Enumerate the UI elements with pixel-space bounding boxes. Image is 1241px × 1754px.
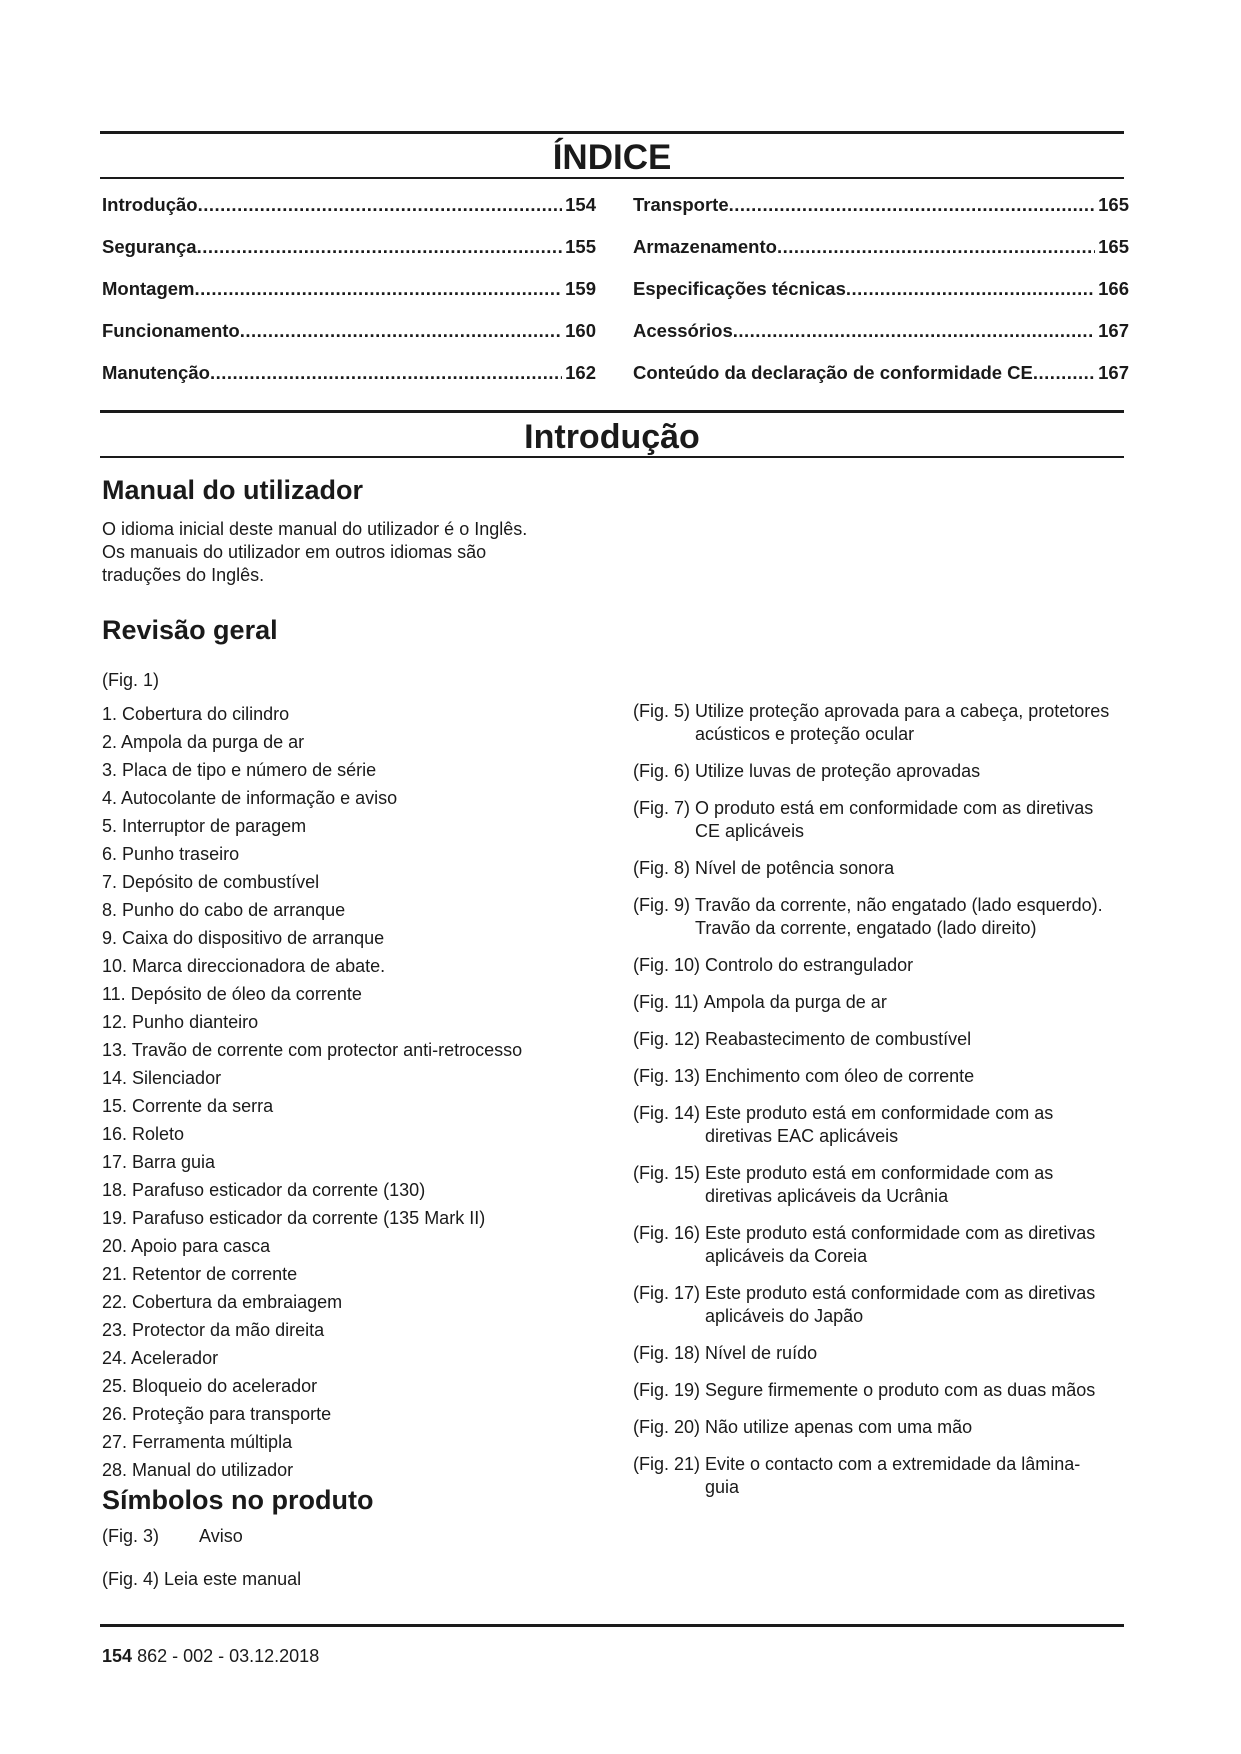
toc-entry-label: Conteúdo da declaração de conformidade CE xyxy=(633,362,1033,383)
symbol-entry xyxy=(633,1453,1113,1499)
symbols-list xyxy=(633,700,1113,1513)
symbol-description: Enchimento com óleo de corrente xyxy=(705,1066,975,1086)
symbol-fig-number: (Fig. 6) xyxy=(633,761,691,781)
symbol-fig-number: (Fig. 16) xyxy=(633,1223,701,1243)
symbol-description: Evite o contacto com a extremidade da lâmina-guia xyxy=(705,1454,1081,1497)
part-item: 3. Placa de tipo e número de série xyxy=(102,760,377,780)
symbol-description: Segure firmemente o produto com as duas mãos xyxy=(705,1380,1096,1400)
part-item: 18. Parafuso esticador da corrente (130) xyxy=(102,1180,426,1200)
manual-line: traduções do Inglês. xyxy=(102,565,265,585)
toc-entry-page: 154 xyxy=(565,194,596,215)
symbol-fig-number: (Fig. 19) xyxy=(633,1380,701,1400)
toc-entry-label: Funcionamento xyxy=(102,320,240,341)
symbol-description: Ampola da purga de ar xyxy=(703,992,887,1012)
toc-entry[interactable] xyxy=(102,194,596,236)
symbol-fig-number: (Fig. 10) xyxy=(633,955,701,975)
toc-leader-dots xyxy=(198,194,563,216)
symbol-fig-number: (Fig. 21) xyxy=(633,1454,701,1474)
symbol-description: Este produto está em conformidade com as diretivas EAC aplicáveis xyxy=(705,1103,1054,1146)
toc-entry-label: Segurança xyxy=(102,236,197,257)
manual-line: Os manuais do utilizador em outros idiomas são xyxy=(102,542,487,562)
part-item: 20. Apoio para casca xyxy=(102,1236,271,1256)
part-item: 6. Punho traseiro xyxy=(102,844,240,864)
symbol-entry xyxy=(633,954,1113,977)
symbol-entry xyxy=(633,760,1113,783)
document-code: 862 - 002 - 03.12.2018 xyxy=(137,1646,320,1666)
toc-entry-page: 162 xyxy=(565,362,596,383)
part-item: 22. Cobertura da embraiagem xyxy=(102,1292,343,1312)
symbol-entry xyxy=(633,797,1113,843)
toc-leader-dots xyxy=(1033,362,1095,384)
manual-paragraph xyxy=(102,518,622,587)
toc-entry[interactable] xyxy=(633,194,1129,236)
toc-leader-dots xyxy=(197,236,563,258)
footer-rule xyxy=(100,1624,1124,1627)
symbol-description: O produto está em conformidade com as diretivas CE aplicáveis xyxy=(695,798,1094,841)
part-item: 13. Travão de corrente com protector anti-retrocesso xyxy=(102,1040,523,1060)
symbol-entry xyxy=(633,1416,1113,1439)
toc-entry-label: Transporte xyxy=(633,194,729,215)
symbols-heading: Símbolos no produto xyxy=(102,1485,374,1515)
symbol-description: Nível de potência sonora xyxy=(695,858,895,878)
symbol-fig-number: (Fig. 8) xyxy=(633,858,691,878)
symbol-fig-number: (Fig. 5) xyxy=(633,701,691,721)
part-item: 7. Depósito de combustível xyxy=(102,872,320,892)
symbol-entry-fig4 xyxy=(102,1568,301,1591)
toc-entry[interactable] xyxy=(102,362,596,404)
symbol-description: Não utilize apenas com uma mão xyxy=(705,1417,973,1437)
symbol-fig-number: (Fig. 11) xyxy=(633,992,699,1012)
symbol-description: Controlo do estrangulador xyxy=(705,955,914,975)
toc-entry-page: 166 xyxy=(1098,278,1129,299)
part-item: 17. Barra guia xyxy=(102,1152,216,1172)
toc-entry-label: Introdução xyxy=(102,194,198,215)
toc-leader-dots xyxy=(733,320,1095,342)
toc-entry-label: Acessórios xyxy=(633,320,733,341)
symbol-entry xyxy=(633,1222,1113,1268)
manual-heading: Manual do utilizador xyxy=(102,475,363,505)
toc-entry-page: 159 xyxy=(565,278,596,299)
symbol-fig-number: (Fig. 17) xyxy=(633,1283,701,1303)
part-item: 14. Silenciador xyxy=(102,1068,222,1088)
toc-entry[interactable] xyxy=(633,278,1129,320)
symbol-fig-number: (Fig. 14) xyxy=(633,1103,701,1123)
intro-top-rule xyxy=(100,410,1124,413)
part-item: 26. Proteção para transporte xyxy=(102,1404,332,1424)
toc-leader-dots xyxy=(729,194,1096,216)
intro-bottom-rule xyxy=(100,456,1124,458)
toc-entry[interactable] xyxy=(633,236,1129,278)
overview-heading: Revisão geral xyxy=(102,615,278,645)
toc-bottom-rule xyxy=(100,177,1124,179)
parts-list xyxy=(102,666,622,1484)
toc-entry-label: Manutenção xyxy=(102,362,210,383)
symbol-description: Leia este manual xyxy=(164,1569,302,1589)
part-item: 9. Caixa do dispositivo de arranque xyxy=(102,928,385,948)
toc-top-rule xyxy=(100,131,1124,134)
toc-leader-dots xyxy=(846,278,1095,300)
toc-entry-label: Especificações técnicas xyxy=(633,278,846,299)
toc-title: ÍNDICE xyxy=(552,138,672,177)
page-number: 154 xyxy=(102,1646,133,1666)
symbol-entry xyxy=(633,1065,1113,1088)
toc-entry-page: 165 xyxy=(1098,194,1129,215)
symbol-description: Aviso xyxy=(199,1526,243,1546)
part-item: 1. Cobertura do cilindro xyxy=(102,704,290,724)
symbol-fig-number: (Fig. 7) xyxy=(633,798,691,818)
symbol-entry xyxy=(633,991,1113,1014)
part-item: 19. Parafuso esticador da corrente (135 Mark II) xyxy=(102,1208,486,1228)
symbol-fig-number: (Fig. 3) xyxy=(102,1526,160,1546)
part-item: 16. Roleto xyxy=(102,1124,185,1144)
symbol-description: Nível de ruído xyxy=(705,1343,818,1363)
part-item: 8. Punho do cabo de arranque xyxy=(102,900,346,920)
toc-entry-page: 160 xyxy=(565,320,596,341)
toc-leader-dots xyxy=(240,320,562,342)
symbol-description: Este produto está conformidade com as diretivas aplicáveis do Japão xyxy=(705,1283,1096,1326)
symbol-fig-number: (Fig. 20) xyxy=(633,1417,701,1437)
symbol-fig-number: (Fig. 12) xyxy=(633,1029,701,1049)
toc-entry-label: Armazenamento xyxy=(633,236,777,257)
symbol-entry xyxy=(633,1162,1113,1208)
toc-entry-page: 165 xyxy=(1098,236,1129,257)
toc-leader-dots xyxy=(195,278,563,300)
toc-entry[interactable] xyxy=(102,278,596,320)
toc-left-column xyxy=(102,194,596,404)
symbol-description: Reabastecimento de combustível xyxy=(705,1029,972,1049)
toc-entry[interactable] xyxy=(102,236,596,278)
symbol-entry xyxy=(633,1102,1113,1148)
part-item: 27. Ferramenta múltipla xyxy=(102,1432,293,1452)
symbol-fig-number: (Fig. 4) xyxy=(102,1569,160,1589)
symbol-entry-fig3 xyxy=(102,1525,243,1548)
symbol-description: Utilize proteção aprovada para a cabeça, protetores acústicos e proteção ocular xyxy=(695,701,1110,744)
symbol-fig-number: (Fig. 9) xyxy=(633,895,691,915)
toc-entry[interactable] xyxy=(102,320,596,362)
toc-right-column xyxy=(633,194,1129,404)
toc-entry-page: 155 xyxy=(565,236,596,257)
symbol-entry xyxy=(633,894,1113,940)
symbol-fig-number: (Fig. 13) xyxy=(633,1066,701,1086)
symbol-entry xyxy=(633,1028,1113,1051)
toc-entry[interactable] xyxy=(633,362,1129,404)
toc-entry[interactable] xyxy=(633,320,1129,362)
intro-title: Introdução xyxy=(524,418,700,456)
toc-leader-dots xyxy=(777,236,1095,258)
toc-entry-label: Montagem xyxy=(102,278,195,299)
symbol-entry xyxy=(633,857,1113,880)
part-item: 2. Ampola da purga de ar xyxy=(102,732,305,752)
part-item: 15. Corrente da serra xyxy=(102,1096,274,1116)
part-item: 25. Bloqueio do acelerador xyxy=(102,1376,318,1396)
part-item: 4. Autocolante de informação e aviso xyxy=(102,788,398,808)
page-footer xyxy=(102,1646,319,1667)
symbol-description: Travão da corrente, não engatado (lado esquerdo). Travão da corrente, engatado (lado direito) xyxy=(695,895,1103,938)
part-item: 24. Acelerador xyxy=(102,1348,219,1368)
part-item: 21. Retentor de corrente xyxy=(102,1264,298,1284)
symbol-fig-number: (Fig. 18) xyxy=(633,1343,701,1363)
fig1-label: (Fig. 1) xyxy=(102,670,160,690)
part-item: 10. Marca direccionadora de abate. xyxy=(102,956,386,976)
part-item: 28. Manual do utilizador xyxy=(102,1460,294,1480)
toc-entry-page: 167 xyxy=(1098,320,1129,341)
part-item: 12. Punho dianteiro xyxy=(102,1012,259,1032)
symbol-fig-number: (Fig. 15) xyxy=(633,1163,701,1183)
symbol-entry xyxy=(633,1379,1113,1402)
toc-leader-dots xyxy=(210,362,562,384)
symbol-entry xyxy=(633,700,1113,746)
symbol-entry xyxy=(633,1282,1113,1328)
toc-entry-page: 167 xyxy=(1098,362,1129,383)
part-item: 5. Interruptor de paragem xyxy=(102,816,307,836)
symbol-description: Este produto está em conformidade com as diretivas aplicáveis da Ucrânia xyxy=(705,1163,1054,1206)
symbol-description: Utilize luvas de proteção aprovadas xyxy=(695,761,981,781)
symbol-entry xyxy=(633,1342,1113,1365)
part-item: 11. Depósito de óleo da corrente xyxy=(102,984,362,1004)
symbol-description: Este produto está conformidade com as diretivas aplicáveis da Coreia xyxy=(705,1223,1096,1266)
manual-line: O idioma inicial deste manual do utilizador é o Inglês. xyxy=(102,519,528,539)
part-item: 23. Protector da mão direita xyxy=(102,1320,325,1340)
